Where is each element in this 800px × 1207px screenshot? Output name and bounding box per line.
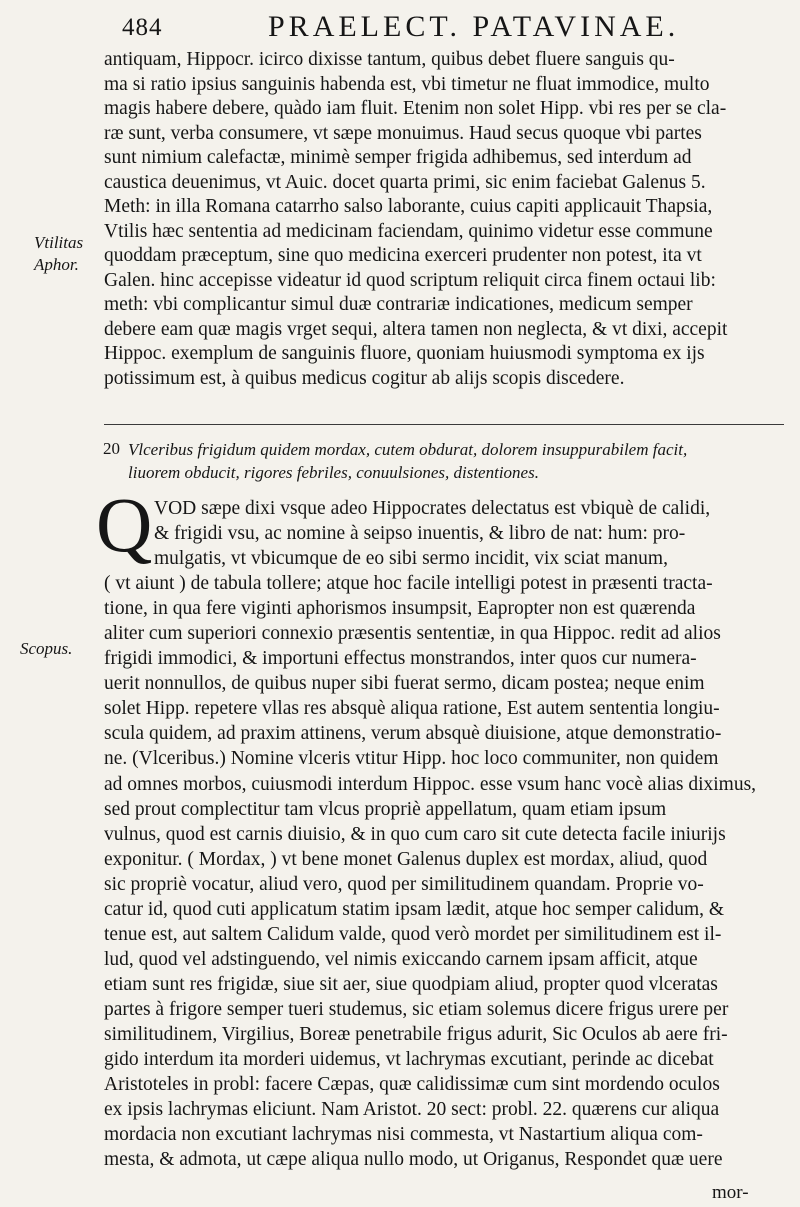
text-line: vulnus, quod est carnis diuisio, & in quo cum caro sit cute detecta facile iniurijs xyxy=(104,823,726,845)
text-line: sunt nimium calefactæ, minimè semper frigida adhibemus, sed interdum ad xyxy=(104,147,692,168)
text-line: uerit nonnullos, de quibus nuper sibi fuerat sermo, dicam postea; neque enim xyxy=(104,673,705,695)
catchword: mor- xyxy=(712,1182,749,1203)
text-line: ma si ratio ipsius sanguinis habenda est, vbi timetur ne fluat immodice, multo xyxy=(104,73,710,95)
text-line: solet Hipp. repetere vllas res absquè aliqua ratione, Est autem sententia longiu- xyxy=(104,698,720,720)
page-header xyxy=(0,10,800,50)
text-line: gido interdum ita morderi uidemus, vt lachrymas excutiant, perinde ac dicebat xyxy=(104,1049,714,1071)
text-line: meth: vbi complicantur simul duæ contrariæ indicationes, medicum semper xyxy=(104,294,693,315)
aphorism-number: 20 xyxy=(103,439,120,458)
text-line: mulgatis, vt vbicumque de eo sibi sermo incidit, vix sciat manum, xyxy=(154,548,668,570)
section-divider xyxy=(104,424,784,425)
text-line: catur id, quod cuti applicatum statim ipsam lædit, atque hoc semper calidum, & xyxy=(104,898,725,920)
text-line: Vtilis hæc sententia ad medicinam faciendam, quinimo videtur esse commune xyxy=(104,220,713,242)
running-title: PRAELECT. PATAVINAE. xyxy=(268,10,680,43)
text-line: quoddam præceptum, sine quo medicina exerceri prudenter non potest, ita vt xyxy=(104,245,702,266)
text-line: magis habere debere, quàdo iam fluit. Etenim non solet Hipp. vbi res per se cla- xyxy=(104,98,727,119)
text-line: ad omnes morbos, cuiusmodi interdum Hippoc. esse vsum hanc vocè alias diximus, xyxy=(104,773,757,795)
aphorism-text xyxy=(128,438,788,484)
text-line: Meth: in illa Romana catarrho salso laborante, cuius capiti applicauit Thapsia, xyxy=(104,196,713,217)
page-number: 484 xyxy=(122,14,163,41)
text-line: sic propriè vocatur, aliud vero, quod per similitudinem quandam. Proprie vo- xyxy=(104,873,704,895)
text-line: mesta, & admota, ut cæpe aliqua nullo modo, ut Origanus, Respondet quæ uere xyxy=(104,1149,723,1171)
text-line: mordacia non excutiant lachrymas nisi commesta, vt Nastartium aliqua com- xyxy=(104,1124,703,1146)
text-line: debere eam quæ magis vrget sequi, altera tamen non neglecta, & vt dixi, accepit xyxy=(104,318,728,340)
text-line: aliter cum superiori connexio præsentis sententiæ, in qua Hippoc. redit ad alios xyxy=(104,623,721,645)
text-line: VOD sæpe dixi vsque adeo Hippocrates delectatus est vbiquè de calidi, xyxy=(154,498,711,519)
aphorism-line: liuorem obducit, rigores febriles, conuulsiones, distentiones. xyxy=(128,463,539,482)
text-line: Aristoteles in probl: facere Cæpas, quæ calidissimæ cum sint mordendo oculos xyxy=(104,1074,720,1096)
drop-cap: Q xyxy=(96,481,153,568)
text-line: tenue est, aut saltem Calidum valde, quod verò mordet per similitudinem est il- xyxy=(104,923,722,945)
text-line: & frigidi vsu, ac nomine à seipso inuentis, & libro de nat: hum: pro- xyxy=(154,523,686,545)
text-line: ex ipsis lachrymas eliciunt. Nam Aristot. 20 sect: probl. 22. quærens cur aliqua xyxy=(104,1099,720,1121)
text-line: partes à frigore semper tueri studemus, sic etiam solemus dicere frigus urere per xyxy=(104,998,729,1020)
text-line: antiquam, Hippocr. icirco dixisse tantum, quibus debet fluere sanguis qu- xyxy=(104,49,675,70)
text-line: sed prout complectitur tam vlcus propriè appellatum, quam etiam ipsum xyxy=(104,798,667,820)
paragraph-commentary-2 xyxy=(104,496,786,1172)
paragraph-commentary-1 xyxy=(104,48,786,391)
text-line: Hippoc. exemplum de sanguinis fluore, quoniam huiusmodi symptoma ex ijs xyxy=(104,343,705,364)
margin-note-utilitas xyxy=(34,232,83,276)
text-line: tione, in qua fere viginti aphorismos insumpsit, Eapropter non est quærenda xyxy=(104,598,696,620)
text-line: exponitur. ( Mordax, ) vt bene monet Galenus duplex est mordax, aliud, quod xyxy=(104,848,708,870)
text-line: potissimum est, à quibus medicus cogitur ab alijs scopis discedere. xyxy=(104,367,625,389)
text-line: ræ sunt, verba consumere, vt sæpe monuimus. Haud secus quoque vbi partes xyxy=(104,122,702,144)
text-line: caustica deuenimus, vt Auic. docet quarta primi, sic enim faciebat Galenus 5. xyxy=(104,171,706,193)
text-line: similitudinem, Virgilius, Boreæ penetrabile frigus adurit, Sic Oculos ab aere fri- xyxy=(104,1023,728,1045)
text-line: scula quidem, ad praxim attinens, verum absquè diuisione, atque demonstratio- xyxy=(104,723,722,745)
margin-note-line: Vtilitas xyxy=(34,233,84,252)
aphorism-line: Vlceribus frigidum quidem mordax, cutem obdurat, dolorem insuppurabilem facit, xyxy=(128,440,688,459)
text-line: frigidi immodici, & importuni effectus monstrandos, inter quos cur numera- xyxy=(104,648,697,670)
margin-note-line: Aphor. xyxy=(34,255,79,274)
text-line: etiam sunt res frigidæ, siue sit aer, siue quodpiam aliud, propter quod vlceratas xyxy=(104,973,718,995)
text-line: Galen. hinc accepisse videatur id quod scriptum reliquit circa finem octaui lib: xyxy=(104,269,716,291)
text-line: ne. (Vlceribus.) Nomine vlceris vtitur Hipp. hoc loco communiter, non quidem xyxy=(104,748,719,770)
text-line: lud, quod vel adstinguendo, vel nimis exiccando carnem ipsam afficit, atque xyxy=(104,948,698,970)
margin-note-scopus: Scopus. xyxy=(20,639,73,658)
text-line: ( vt aiunt ) de tabula tollere; atque hoc facile intelligi potest in præsenti tracta- xyxy=(104,573,713,595)
